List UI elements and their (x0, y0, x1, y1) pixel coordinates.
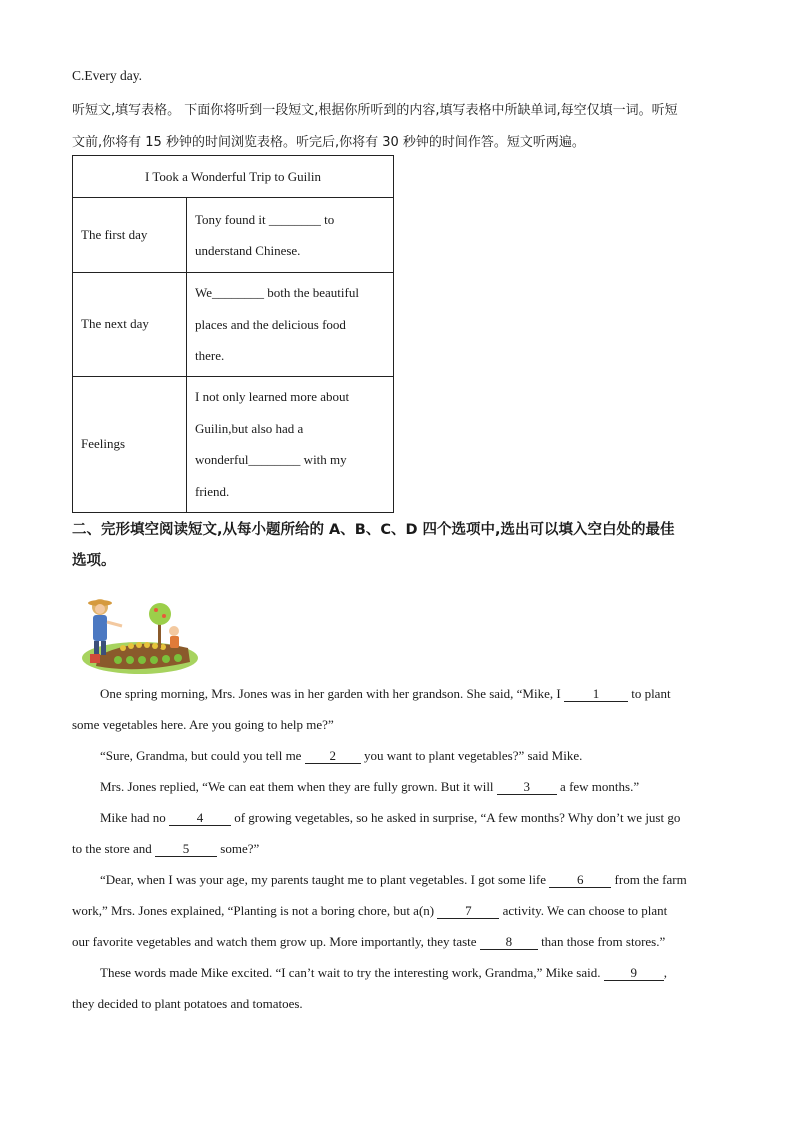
section-2-title-line-2: 选项。 (72, 553, 116, 569)
passage-line: to the store and 5 some?” (72, 841, 260, 856)
passage-line: work,” Mrs. Jones explained, “Planting is not a boring chore, but a(n) 7 activity. We can choose to plant (72, 903, 668, 918)
passage-line: they decided to plant potatoes and tomatoes. (72, 996, 303, 1011)
row-label-feelings: Feelings (73, 376, 187, 512)
section-2-title-line-1: 二、完形填空阅读短文,从每小题所给的 A、B、C、D 四个选项中,选出可以填入空白处的最佳 (72, 522, 675, 538)
blank-6[interactable]: 6 (549, 872, 611, 888)
cloze-passage (72, 678, 722, 1019)
row-label-first-day: The first day (73, 198, 187, 273)
passage-line: our favorite vegetables and watch them grow up. More importantly, they taste 8 than those from stores.” (72, 934, 666, 949)
row-content-next-day: We________ both the beautiful places and the delicious food there. (187, 273, 394, 377)
blank-4[interactable]: 4 (169, 810, 231, 826)
blank-1[interactable]: 1 (564, 686, 628, 702)
blank-3[interactable]: 3 (497, 779, 557, 795)
passage-line: Mrs. Jones replied, “We can eat them when they are fully grown. But it will 3 a few months.” (100, 779, 640, 794)
passage-line: “Sure, Grandma, but could you tell me 2 you want to plant vegetables?” said Mike. (100, 748, 583, 763)
row-content-feelings: I not only learned more about Guilin,but also had a wonderful________ with my friend. (187, 376, 394, 512)
instruction-line-2: 文前,你将有 15 秒钟的时间浏览表格。听完后,你将有 30 秒钟的时间作答。短文听两遍。 (72, 135, 585, 150)
passage-line: One spring morning, Mrs. Jones was in her garden with her grandson. She said, “Mike, I 1 to plant (100, 686, 671, 701)
blank-7[interactable]: 7 (437, 903, 499, 919)
gardening-illustration (78, 596, 200, 676)
option-c: C.Every day. (72, 68, 142, 83)
listening-table (72, 155, 394, 513)
passage-line: some vegetables here. Are you going to help me?” (72, 717, 334, 732)
row-content-first-day: Tony found it ________ to understand Chinese. (187, 198, 394, 273)
blank-8[interactable]: 8 (480, 934, 538, 950)
passage-line: “Dear, when I was your age, my parents taught me to plant vegetables. I got some life 6 from the farm (100, 872, 687, 887)
passage-line: Mike had no 4 of growing vegetables, so he asked in surprise, “A few months? Why don’t we just go (100, 810, 681, 825)
row-label-next-day: The next day (73, 273, 187, 377)
instruction-line-1: 听短文,填写表格。 下面你将听到一段短文,根据你所听到的内容,填写表格中所缺单词,每空仅填一词。听短 (72, 103, 678, 118)
passage-line: These words made Mike excited. “I can’t wait to try the interesting work, Grandma,” Mike said. 9 , (100, 965, 667, 980)
table-title: I Took a Wonderful Trip to Guilin (73, 156, 394, 198)
blank-9[interactable]: 9 (604, 965, 664, 981)
blank-5[interactable]: 5 (155, 841, 217, 857)
blank-2[interactable]: 2 (305, 748, 361, 764)
